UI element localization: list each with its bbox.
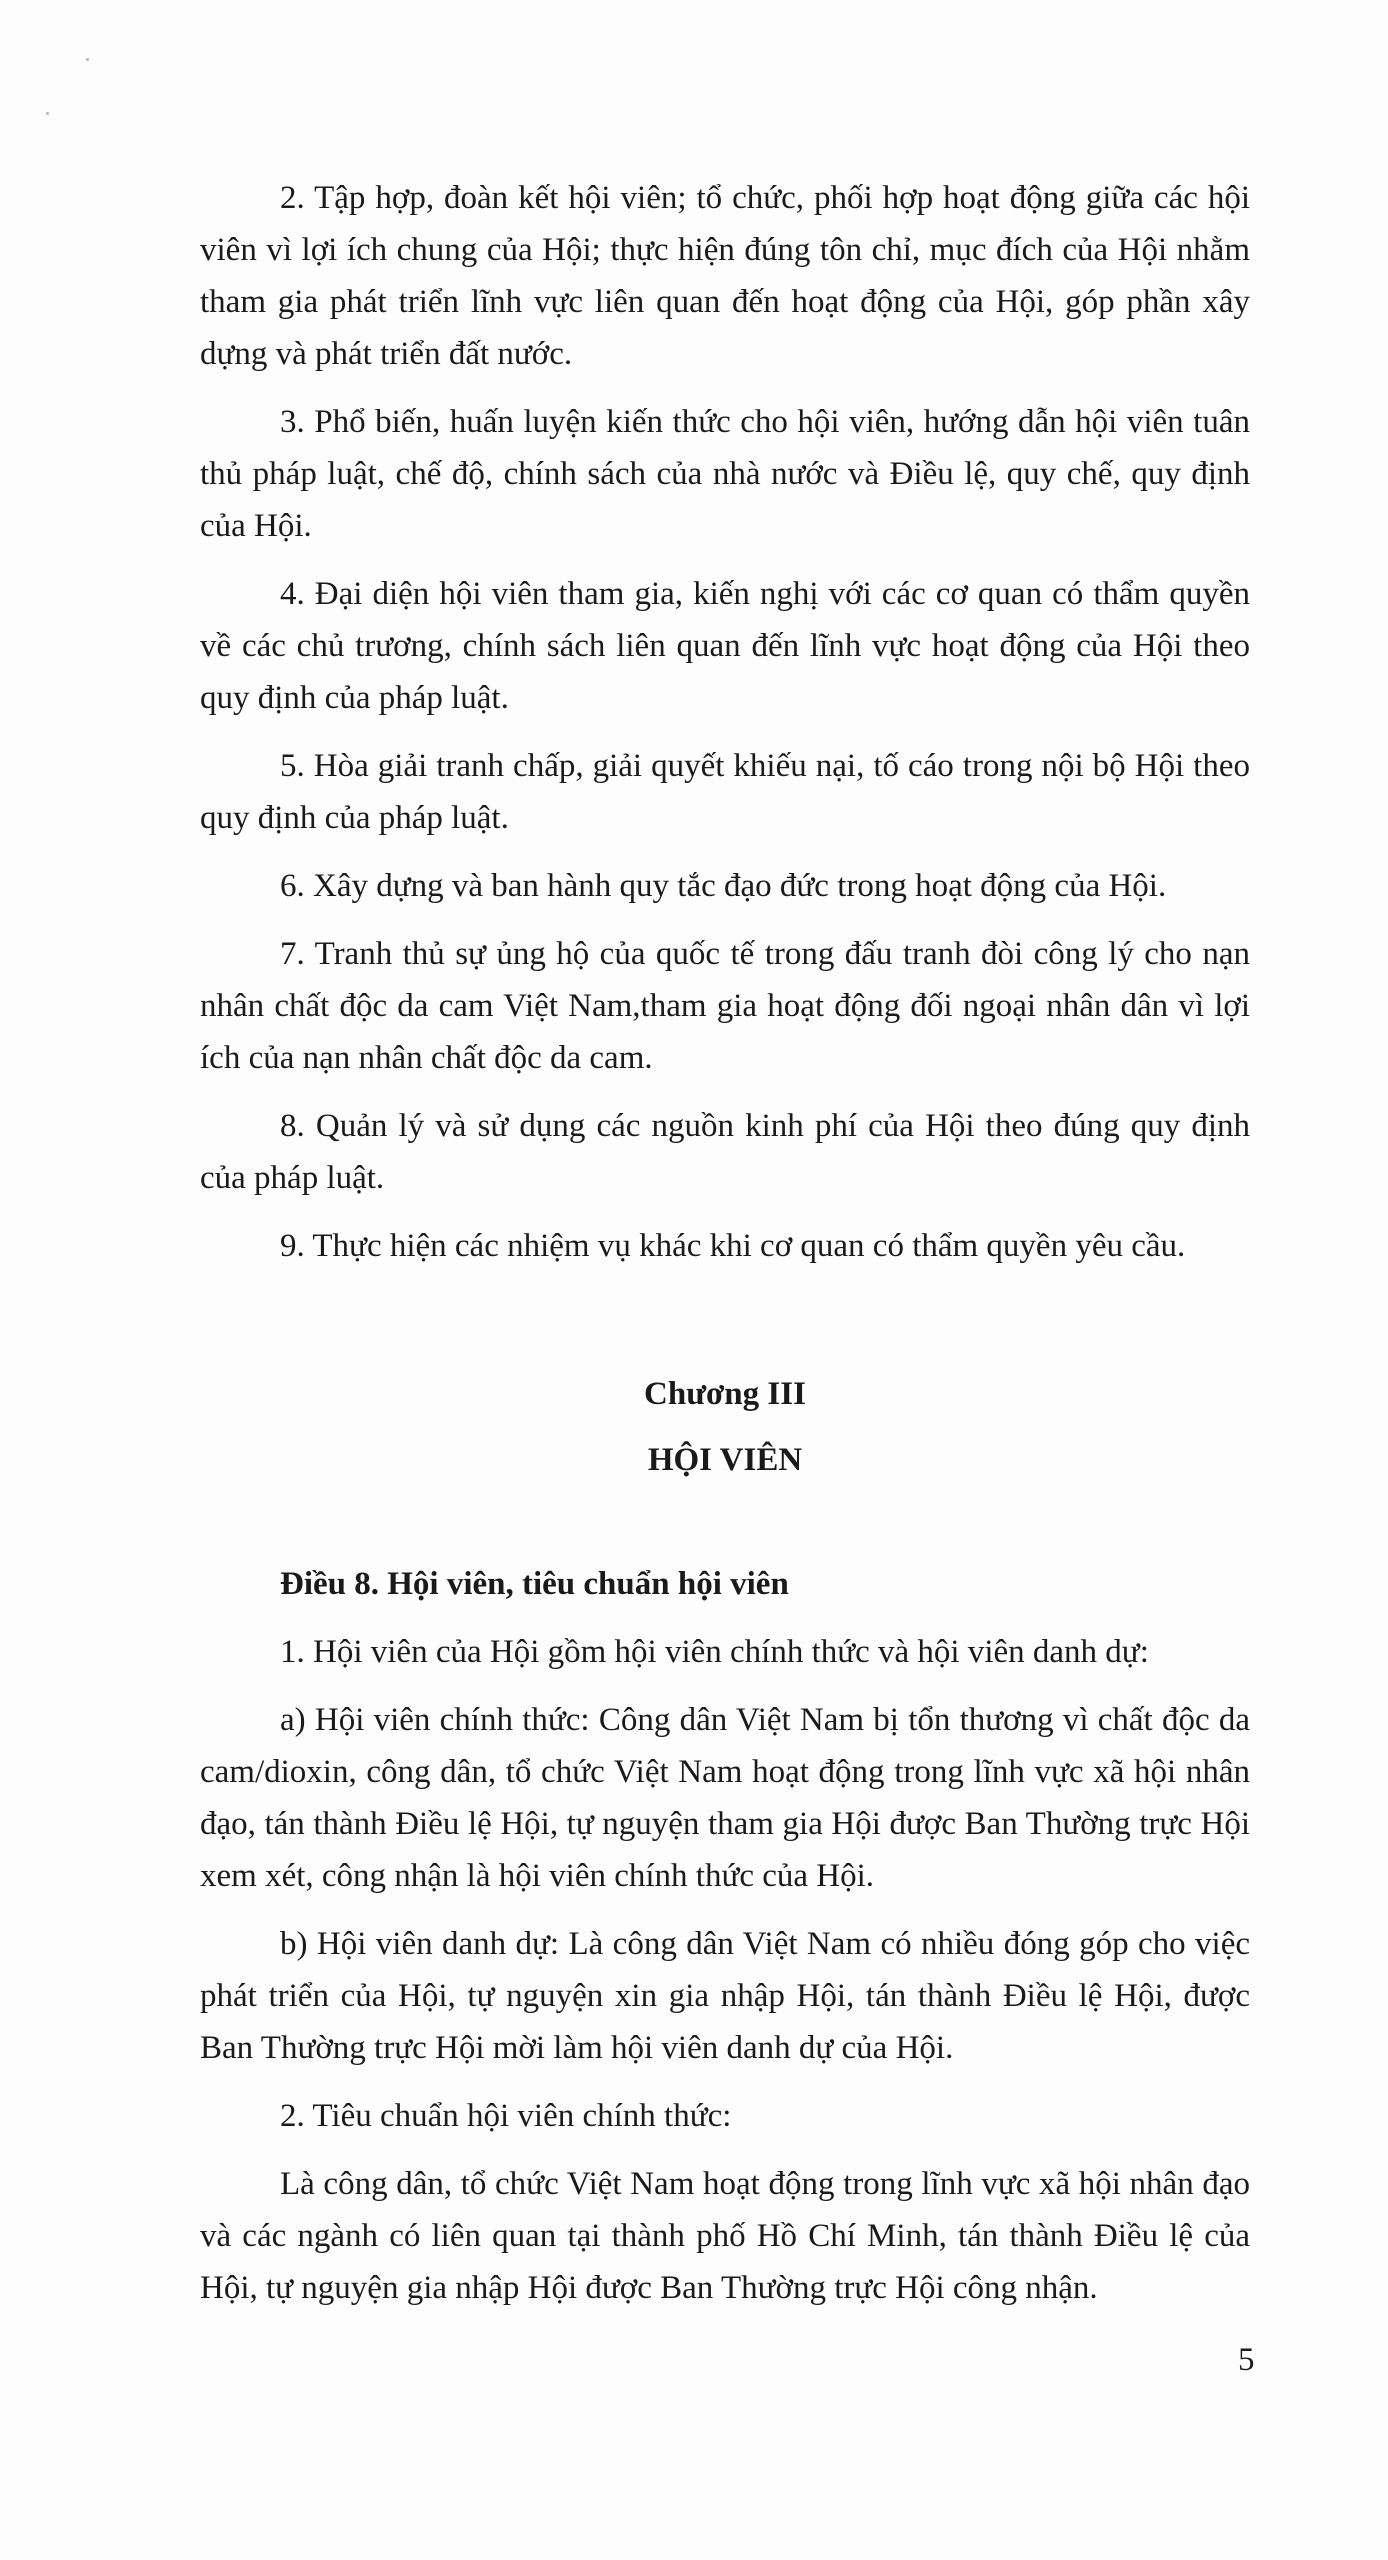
paragraph-item-4: 4. Đại diện hội viên tham gia, kiến nghị với các cơ quan có thẩm quyền về các chủ trương, chính sách liên quan đến lĩnh vực hoạt động của Hội theo quy định của pháp luật. — [200, 576, 1250, 716]
page-number: 5 — [1238, 2342, 1255, 2378]
paragraph-member-types: 1. Hội viên của Hội gồm hội viên chính thức và hội viên danh dự: — [280, 1634, 1149, 1670]
paragraph-item-2: 2. Tập hợp, đoàn kết hội viên; tổ chức, phối hợp hoạt động giữa các hội viên vì lợi ích chung của Hội; thực hiện đúng tôn chỉ, mục đích của Hội nhằm tham gia phát triển lĩnh vực liên quan đến hoạt động của Hội, góp phần xây dựng và phát triển đất nước. — [200, 180, 1250, 372]
chapter-title: HỘI VIÊN — [647, 1442, 803, 1478]
scan-speck — [86, 58, 89, 61]
paragraph-item-6: 6. Xây dựng và ban hành quy tắc đạo đức trong hoạt động của Hội. — [280, 868, 1167, 904]
paragraph-official-member: a) Hội viên chính thức: Công dân Việt Nam bị tổn thương vì chất độc da cam/dioxin, công dân, tổ chức Việt Nam hoạt động trong lĩnh vực xã hội nhân đạo, tán thành Điều lệ Hội, tự nguyện tham gia Hội được Ban Thường trực Hội xem xét, công nhận là hội viên chính thức của Hội. — [200, 1702, 1250, 1894]
paragraph-item-5: 5. Hòa giải tranh chấp, giải quyết khiếu nại, tố cáo trong nội bộ Hội theo quy định của pháp luật. — [200, 748, 1250, 836]
paragraph-item-9: 9. Thực hiện các nhiệm vụ khác khi cơ quan có thẩm quyền yêu cầu. — [280, 1228, 1186, 1264]
paragraph-item-7: 7. Tranh thủ sự ủng hộ của quốc tế trong đấu tranh đòi công lý cho nạn nhân chất độc da cam Việt Nam,tham gia hoạt động đối ngoại nhân dân vì lợi ích của nạn nhân chất độc da cam. — [200, 936, 1250, 1076]
paragraph-item-8: 8. Quản lý và sử dụng các nguồn kinh phí của Hội theo đúng quy định của pháp luật. — [200, 1108, 1250, 1196]
chapter-heading — [200, 1368, 1250, 1486]
document-body — [200, 172, 1250, 2330]
article-title: Điều 8. Hội viên, tiêu chuẩn hội viên — [280, 1566, 789, 1602]
paragraph-criteria-heading: 2. Tiêu chuẩn hội viên chính thức: — [280, 2098, 732, 2134]
paragraph-item-3: 3. Phổ biến, huấn luyện kiến thức cho hội viên, hướng dẫn hội viên tuân thủ pháp luật, chế độ, chính sách của nhà nước và Điều lệ, quy chế, quy định của Hội. — [200, 404, 1250, 544]
paragraph-honorary-member: b) Hội viên danh dự: Là công dân Việt Nam có nhiều đóng góp cho việc phát triển của Hội, tự nguyện xin gia nhập Hội, tán thành Điều lệ Hội, được Ban Thường trực Hội mời làm hội viên danh dự của Hội. — [200, 1926, 1250, 2066]
scan-speck — [46, 112, 49, 115]
paragraph-criteria-text: Là công dân, tổ chức Việt Nam hoạt động trong lĩnh vực xã hội nhân đạo và các ngành có liên quan tại thành phố Hồ Chí Minh, tán thành Điều lệ của Hội, tự nguyện gia nhập Hội được Ban Thường trực Hội công nhận. — [200, 2166, 1250, 2306]
chapter-number: Chương III — [644, 1376, 806, 1412]
